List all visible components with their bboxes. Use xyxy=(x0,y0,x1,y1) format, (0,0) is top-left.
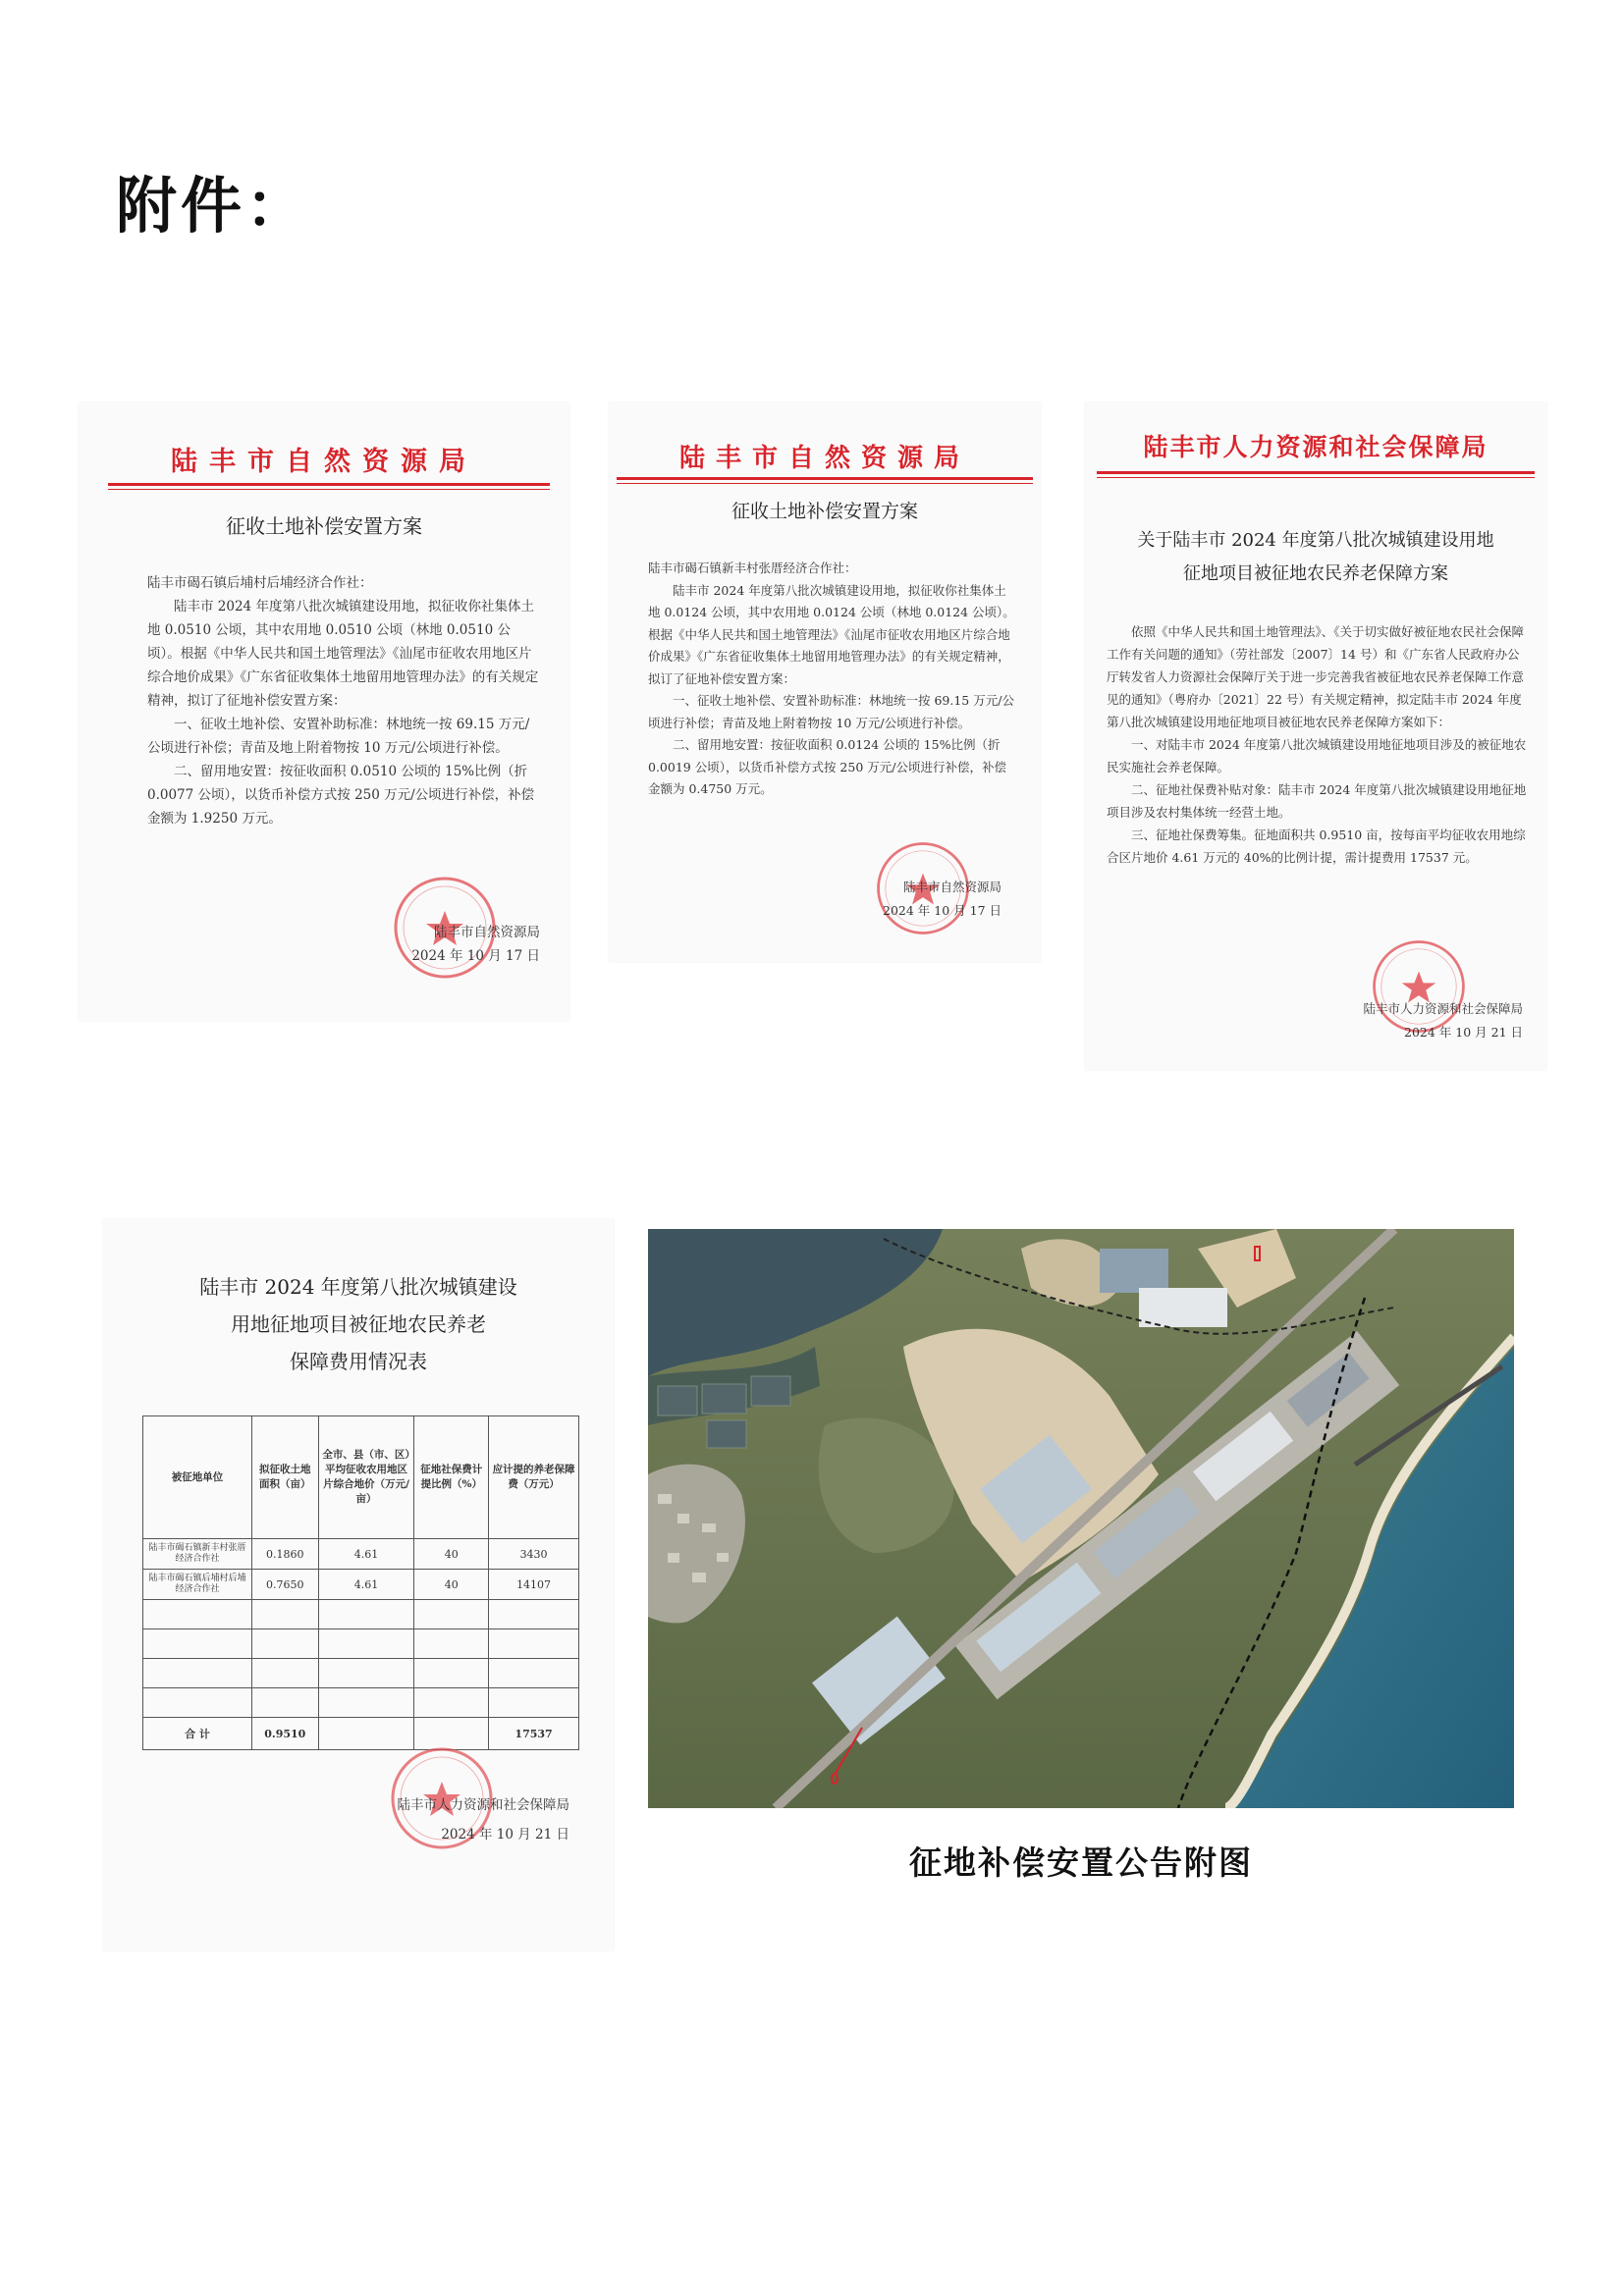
date: 2024 年 10 月 17 日 xyxy=(411,948,540,964)
title-line: 征地项目被征地农民养老保障方案 xyxy=(1183,563,1448,584)
pension-plan-document xyxy=(1085,402,1546,1070)
issuing-bureau: 陆丰市人力资源和社会保障局 xyxy=(1143,433,1489,461)
table-cell: 40 xyxy=(414,1570,489,1600)
satellite-site-map xyxy=(648,1229,1514,1808)
compensation-plan-document-2 xyxy=(609,402,1041,962)
red-divider-thin xyxy=(108,489,550,490)
column-header: 应计提的养老保障费（万元） xyxy=(489,1416,579,1539)
title-line: 用地征地项目被征地农民养老 xyxy=(231,1312,486,1336)
table-cell: 陆丰市碣石镇后埔村后埔经济合作社 xyxy=(143,1570,252,1600)
empty-table-row xyxy=(143,1688,579,1718)
document-title: 征收土地补偿安置方案 xyxy=(731,501,918,522)
column-header: 全市、县（市、区）平均征收农用地区片综合地价（万元/亩） xyxy=(318,1416,414,1539)
table-cell: 0.9510 xyxy=(252,1718,319,1750)
column-header: 被征地单位 xyxy=(143,1416,252,1539)
red-divider xyxy=(108,483,550,486)
red-divider xyxy=(617,477,1033,480)
table-row xyxy=(143,1539,579,1570)
paragraph: 陆丰市 2024 年度第八批次城镇建设用地，拟征收你社集体土地 0.0510 公顷，其中农用地 0.0510 公顷（林地 0.0510 公顷）。根据《中华人民共和国土地管理法》《汕尾市征收农用地区片综合地价成果》《广东省征收集体土地留用地管理办法》的有关规定精神，拟订了征地补偿安置方案： xyxy=(147,599,539,709)
date: 2024 年 10 月 17 日 xyxy=(883,903,1001,918)
compensation-plan-document-1 xyxy=(79,402,569,1021)
page-heading: 附件： xyxy=(116,170,311,241)
document-body xyxy=(1107,620,1529,869)
title-line: 陆丰市 2024 年度第八批次城镇建设 xyxy=(199,1275,517,1299)
document-body xyxy=(147,571,540,830)
document-title xyxy=(1085,524,1546,591)
table-cell: 17537 xyxy=(489,1718,579,1750)
issuing-bureau: 陆丰市自然资源局 xyxy=(171,447,477,477)
red-divider-thin xyxy=(617,483,1033,484)
column-header: 征地社保费计提比例（%） xyxy=(414,1416,489,1539)
table-cell: 陆丰市碣石镇新丰村张厝经济合作社 xyxy=(143,1539,252,1570)
table-cell: 14107 xyxy=(489,1570,579,1600)
total-row xyxy=(143,1718,579,1750)
document-title: 征收土地补偿安置方案 xyxy=(226,514,422,538)
paragraph: 二、留用地安置：按征收面积 0.0124 公顷的 15%比例（折 0.0019 公顷），以货币补偿方式按 250 万元/公顷进行补偿，补偿金额为 0.4750 万元。 xyxy=(648,737,1006,796)
signer: 陆丰市自然资源局 xyxy=(902,880,1001,894)
paragraph: 二、征地社保费补贴对象：陆丰市 2024 年度第八批次城镇建设用地征地项目涉及农村集体统一经营土地。 xyxy=(1107,782,1527,820)
paragraph: 一、对陆丰市 2024 年度第八批次城镇建设用地征地项目涉及的被征地农民实施社会养老保障。 xyxy=(1107,737,1527,774)
map-caption: 征地补偿安置公告附图 xyxy=(909,1843,1253,1882)
paragraph: 一、征收土地补偿、安置补助标准：林地统一按 69.15 万元/公顷进行补偿；青苗及地上附着物按 10 万元/公顷进行补偿。 xyxy=(648,693,1014,730)
date: 2024 年 10 月 21 日 xyxy=(1404,1025,1523,1040)
pension-fee-table-document xyxy=(103,1219,614,1950)
table-cell: 3430 xyxy=(489,1539,579,1570)
signature-block xyxy=(1363,997,1523,1044)
table-cell: 40 xyxy=(414,1539,489,1570)
paragraph: 陆丰市 2024 年度第八批次城镇建设用地，拟征收你社集体土地 0.0124 公顷，其中农用地 0.0124 公顷（林地 0.0124 公顷）。根据《中华人民共和国土地管理法》《汕尾市征收农用地区片综合地价成果》《广东省征收集体土地留用地管理办法》的有关规定精神，拟订了征地补偿安置方案： xyxy=(648,582,1015,686)
issuing-bureau: 陆丰市自然资源局 xyxy=(678,444,970,473)
column-header: 拟征收土地面积（亩） xyxy=(252,1416,319,1539)
signer: 陆丰市自然资源局 xyxy=(434,925,540,940)
table-cell: 4.61 xyxy=(318,1539,414,1570)
red-divider-thin xyxy=(1097,477,1535,478)
title-line: 关于陆丰市 2024 年度第八批次城镇建设用地 xyxy=(1137,530,1494,551)
addressee: 陆丰市碣石镇新丰村张厝经济合作社： xyxy=(648,561,857,575)
paragraph: 二、留用地安置：按征收面积 0.0510 公顷的 15%比例（折 0.0077 公顷），以货币补偿方式按 250 万元/公顷进行补偿，补偿金额为 1.9250 万元。 xyxy=(147,764,535,827)
red-divider xyxy=(1097,471,1535,474)
empty-table-row xyxy=(143,1659,579,1688)
table-cell: 4.61 xyxy=(318,1570,414,1600)
table-cell: 0.1860 xyxy=(252,1539,319,1570)
paragraph: 三、征地社保费筹集。征地面积共 0.9510 亩，按每亩平均征收农用地综合区片地价 4.61 万元的 40%的比例计提，需计提费用 17537 元。 xyxy=(1107,828,1526,865)
pension-fee-table xyxy=(142,1415,579,1750)
signer: 陆丰市人力资源和社会保障局 xyxy=(1363,1001,1523,1016)
addressee: 陆丰市碣石镇后埔村后埔经济合作社： xyxy=(147,575,373,591)
signature-block xyxy=(398,1790,570,1849)
paragraph: 一、征收土地补偿、安置补助标准：林地统一按 69.15 万元/公顷进行补偿；青苗及地上附着物按 10 万元/公顷进行补偿。 xyxy=(147,717,530,756)
table-cell: 合 计 xyxy=(143,1718,252,1750)
signature-block xyxy=(883,876,1001,923)
table-cell: 0.7650 xyxy=(252,1570,319,1600)
date: 2024 年 10 月 21 日 xyxy=(441,1827,569,1842)
document-body xyxy=(648,558,1016,801)
signature-block xyxy=(411,921,540,968)
paragraph: 依照《中华人民共和国土地管理法》、《关于切实做好被征地农民社会保障工作有关问题的通知》（劳社部发〔2007〕14 号）和《广东省人民政府办公厅转发省人力资源社会保障厅关于进一步完善我省被征地农民养老保障工作意见的通知》（粤府办〔2021〕22 号）有关规定精神，拟定陆丰市 2024 年度第八批次城镇建设用地征地项目被征地农民养老保障方案如下： xyxy=(1107,624,1525,729)
empty-table-row xyxy=(143,1629,579,1659)
document-title xyxy=(103,1268,614,1380)
title-line: 保障费用情况表 xyxy=(290,1350,427,1373)
empty-table-row xyxy=(143,1600,579,1629)
table-row xyxy=(143,1570,579,1600)
signer: 陆丰市人力资源和社会保障局 xyxy=(397,1797,569,1813)
